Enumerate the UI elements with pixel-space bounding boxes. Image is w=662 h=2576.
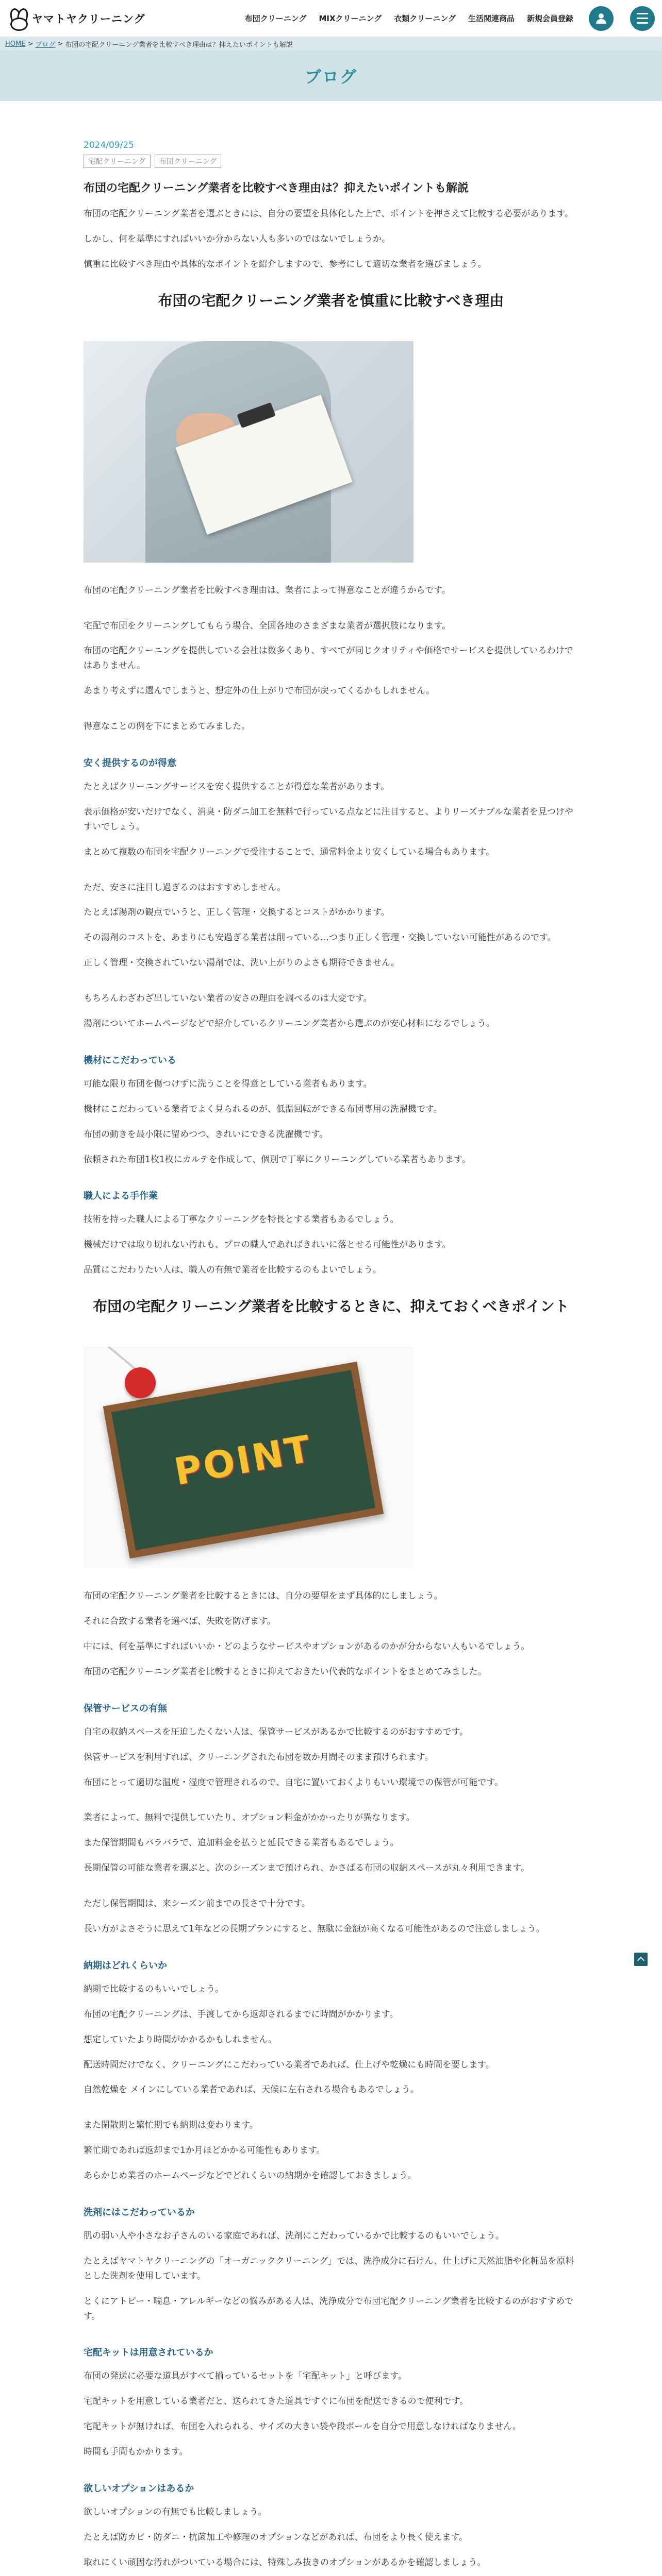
paragraph: 技術を持った職人による丁寧なクリーニングを特長とする業者もあるでしょう。 (84, 1214, 399, 1225)
article (84, 140, 578, 2576)
paragraph: たとえばヤマトヤクリーニングの「オーガニッククリーニング」では、洗浄成分に石けん、仕上げに天然油脂や化粧品を原料とした洗剤を使用しています。 (84, 2256, 574, 2281)
breadcrumb (0, 37, 662, 50)
nav-futon-cleaning[interactable]: 布団クリーニング (244, 14, 307, 23)
scroll-to-top-button[interactable] (634, 1953, 648, 1966)
paragraph: 機械だけでは取り切れない汚れも、プロの職人であればきれいに落とせる可能性があります。 (84, 1240, 451, 1250)
paragraph: 宅配キットを用意している業者だと、送られてきた道具ですぐに布団を配送できるので便利です。 (84, 2396, 469, 2407)
paragraph: 可能な限り布団を傷つけずに洗うことを得意としている業者もあります。 (84, 1078, 372, 1089)
paragraph: 依頼された布団1枚1枚にカルテを作成して、個別で丁寧にクリーニングしている業者もあります。 (84, 1154, 471, 1165)
paragraph: 想定していたより時間がかかるかもしれません。 (84, 2034, 277, 2045)
paragraph: 取れにくい頑固な汚れがついている場合には、特殊しみ抜きのオプションがあるかを確認しましょう。 (84, 2557, 486, 2568)
paragraph: 繁忙期であれば返却まで1か月ほどかかる可能性もあります。 (84, 2145, 325, 2156)
rabbit-logo-icon (7, 8, 28, 29)
paragraph: 宅配で布団をクリーニングしてもらう場合、全国各地のさまざまな業者が選択肢になります。 (84, 620, 451, 631)
paragraph: しかし、何を基準にすればいいか分からない人も多いのではないでしょうか。 (84, 233, 390, 244)
paragraph: あまり考えずに選んでしまうと、想定外の仕上がりで布団が戻ってくるかもしれません。 (84, 686, 435, 697)
paragraph: 表示価格が安いだけでなく、消臭・防ダニ加工を無料で行っている点などに注目すると、よりリーズナブルな業者を見つけやすいでしょう。 (84, 806, 573, 832)
article-title: 布団の宅配クリーニング業者を比較すべき理由は？抑えたいポイントも解説 (84, 182, 469, 195)
paragraph: 欲しいオプションの有無でも比較しましょう。 (84, 2506, 267, 2517)
pushpin-icon (125, 1367, 156, 1398)
paragraph: 時間も手間もかかります。 (84, 2447, 188, 2458)
paragraph: また閑散期と繁忙期でも納期は変わります。 (84, 2120, 258, 2131)
subsection-heading: 欲しいオプションはあるか (84, 2483, 194, 2494)
paragraph: 布団の発送に必要な道具がすべて揃っているセットを「宅配キット」と呼びます。 (84, 2371, 407, 2382)
section-heading: 布団の宅配クリーニング業者を比較するときに、抑えておくべきポイント (93, 1298, 569, 1315)
paragraph: 湯剤についてホームページなどで紹介しているクリーニング業者から選ぶのが安心材料になるでしょう。 (84, 1019, 495, 1029)
breadcrumb-blog[interactable]: ブログ (35, 41, 56, 49)
main-nav (245, 6, 655, 31)
site-logo[interactable] (7, 8, 145, 29)
paragraph: 得意なことの例を下にまとめてみました。 (84, 721, 250, 732)
paragraph: その湯剤のコストを、あまりにも安過ぎる業者は削っている…つまり正しく管理・交換していない可能性があるのです。 (84, 933, 556, 943)
section-heading: 布団の宅配クリーニング業者を慎重に比較すべき理由 (158, 292, 504, 309)
paragraph: 布団の宅配クリーニングを提供している会社は数多くあり、すべてが同じクオリティや価格でサービスを提供しているわけではありません。 (84, 646, 573, 671)
subsection-heading: 保管サービスの有無 (84, 1703, 167, 1714)
subsection-heading: 洗剤にはこだわっているか (84, 2207, 195, 2218)
subsection-heading: 宅配キットは用意されているか (84, 2347, 213, 2359)
post-date: 2024/09/25 (84, 140, 134, 150)
nav-lifestyle-products[interactable]: 生活関連商品 (468, 14, 515, 23)
paragraph: 布団にとって適切な温度・湿度で管理されるので、自宅に置いておくよりもいい環境での保管が可能です。 (84, 1777, 503, 1788)
paragraph: もちろんわざわざ出していない業者の安さの理由を調べるのは大変です。 (84, 993, 372, 1004)
paragraph: 宅配キットが無ければ、布団を入れられる、サイズの大きい袋や段ボールを自分で用意しなければなりません。 (84, 2421, 521, 2432)
paragraph: 布団の宅配クリーニング業者を選ぶときには、自分の要望を具体化した上で、ポイントを押さえて比較する必要があります。 (84, 209, 573, 219)
paragraph: それに合致する業者を選べば、失敗を防げます。 (84, 1616, 276, 1627)
tag-list (84, 155, 578, 168)
breadcrumb-current: 布団の宅配クリーニング業者を比較すべき理由は？抑えたいポイントも解説 (65, 41, 293, 49)
paragraph: たとえば防カビ・防ダニ・抗菌加工や修理のオプションなどがあれば、布団をより長く使えます。 (84, 2532, 468, 2543)
paragraph: 正しく管理・交換されていない湯剤では、洗い上がりのよさも期待できません。 (84, 958, 400, 969)
paragraph: 品質にこだわりたい人は、職人の有無で業者を比較するのもよいでしょう。 (84, 1265, 382, 1276)
paragraph: とくにアトピー・喘息・アレルギーなどの悩みがある人は、洗浄成分で布団宅配クリーニング業者を比較するのがおすすめです。 (84, 2296, 574, 2321)
paragraph: 自宅の収納スペースを圧迫したくない人は、保管サービスがあるかで比較するのがおすすめです。 (84, 1726, 468, 1737)
paragraph: 慎重に比較すべき理由や具体的なポイントを紹介しますので、参考にして適切な業者を選びましょう。 (84, 259, 487, 269)
subsection-heading: 安く提供するのが得意 (84, 758, 176, 769)
paragraph: ただ、安さに注目し過ぎるのはおすすめしません。 (84, 882, 286, 893)
point-chalkboard-photo (84, 1347, 413, 1568)
paragraph: 保管サービスを利用すれば、クリーニングされた布団を数か月間そのまま預けられます。 (84, 1752, 434, 1762)
paragraph: 肌の弱い人や小さなお子さんのいる家庭であれば、洗剤にこだわっているかで比較するのもいいでしょう。 (84, 2230, 504, 2241)
user-icon (595, 13, 607, 24)
paragraph: 布団の宅配クリーニング業者を比較すべき理由は、業者によって得意なことが違うからです。 (84, 585, 451, 596)
breadcrumb-separator: > (57, 40, 63, 48)
page-title: ブログ (304, 67, 357, 87)
hamburger-menu-button[interactable] (630, 6, 655, 31)
paragraph: あらかじめ業者のホームページなどでどれくらいの納期かを確認しておきましょう。 (84, 2171, 417, 2181)
paragraph: 自然乾燥を メインにしている業者であれば、天候に左右される場合もあるでしょう。 (84, 2084, 419, 2095)
tag[interactable]: 宅配クリーニング (84, 155, 151, 168)
paragraph: 長い方がよさそうに思えて1年などの長期プランにすると、無駄に金額が高くなる可能性があるので注意しましょう。 (84, 1923, 545, 1934)
paragraph: 布団の宅配クリーニングは、手渡してから返却されるまでに時間がかかります。 (84, 2009, 399, 2020)
site-header (0, 0, 662, 37)
paragraph: また保管期間もバラバラで、追加料金を払うと延長できる業者もあるでしょう。 (84, 1838, 399, 1849)
paragraph: 長期保管の可能な業者を選ぶと、次のシーズンまで預けられ、かさばる布団の収納スペースが丸々利用できます。 (84, 1863, 529, 1874)
paragraph: まとめて複数の布団を宅配クリーニングで受注することで、通常料金より安くしている場合もあります。 (84, 846, 494, 857)
nav-register[interactable]: 新規会員登録 (526, 14, 573, 23)
member-button[interactable] (589, 6, 614, 31)
paragraph: たとえばクリーニングサービスを安く提供することが得意な業者があります。 (84, 782, 390, 792)
logo-text: ヤマトヤクリーニング (32, 12, 145, 25)
paragraph: たとえば湯剤の観点でいうと、正しく管理・交換するとコストがかかります。 (84, 907, 390, 918)
subsection-heading: 職人による手作業 (84, 1191, 158, 1202)
paragraph: ただし保管期間は、来シーズン前までの長さで十分です。 (84, 1899, 310, 1909)
paragraph: 布団の宅配クリーニング業者を比較するときに抑えておきたい代表的なポイントをまとめてみました。 (84, 1666, 487, 1677)
paragraph: 納期で比較するのもいいでしょう。 (84, 1984, 224, 1994)
tag[interactable]: 布団クリーニング (155, 155, 222, 168)
point-word: POINT (171, 1427, 316, 1494)
subsection-heading: 納期はどれくらいか (84, 1960, 167, 1971)
breadcrumb-separator: > (27, 40, 34, 48)
paragraph: 布団の動きを最小限に留めつつ、きれいにできる洗濯機です。 (84, 1129, 328, 1140)
paragraph: 布団の宅配クリーニング業者を比較するときには、自分の要望をまず具体的にしましょう。 (84, 1591, 443, 1602)
nav-mix-cleaning[interactable]: MIXクリーニング (319, 14, 382, 23)
breadcrumb-home[interactable]: HOME (5, 40, 26, 48)
paragraph: 配送時間だけでなく、クリーニングにこだわっている業者であれば、仕上げや乾燥にも時間を要します。 (84, 2059, 494, 2070)
page-hero (0, 50, 662, 101)
clipboard-photo (84, 341, 413, 563)
paragraph: 業者によって、無料で提供していたり、オプション料金がかかったりが異なります。 (84, 1812, 415, 1823)
paragraph: 機材にこだわっている業者でよく見られるのが、低温回転ができる布団専用の洗濯機です。 (84, 1104, 442, 1114)
nav-clothes-cleaning[interactable]: 衣類クリーニング (394, 14, 456, 23)
subsection-heading: 機材にこだわっている (84, 1055, 176, 1066)
paragraph: 中には、何を基準にすればいいか・どのようなサービスやオプションがあるのかが分からない人もいるでしょう。 (84, 1641, 530, 1652)
